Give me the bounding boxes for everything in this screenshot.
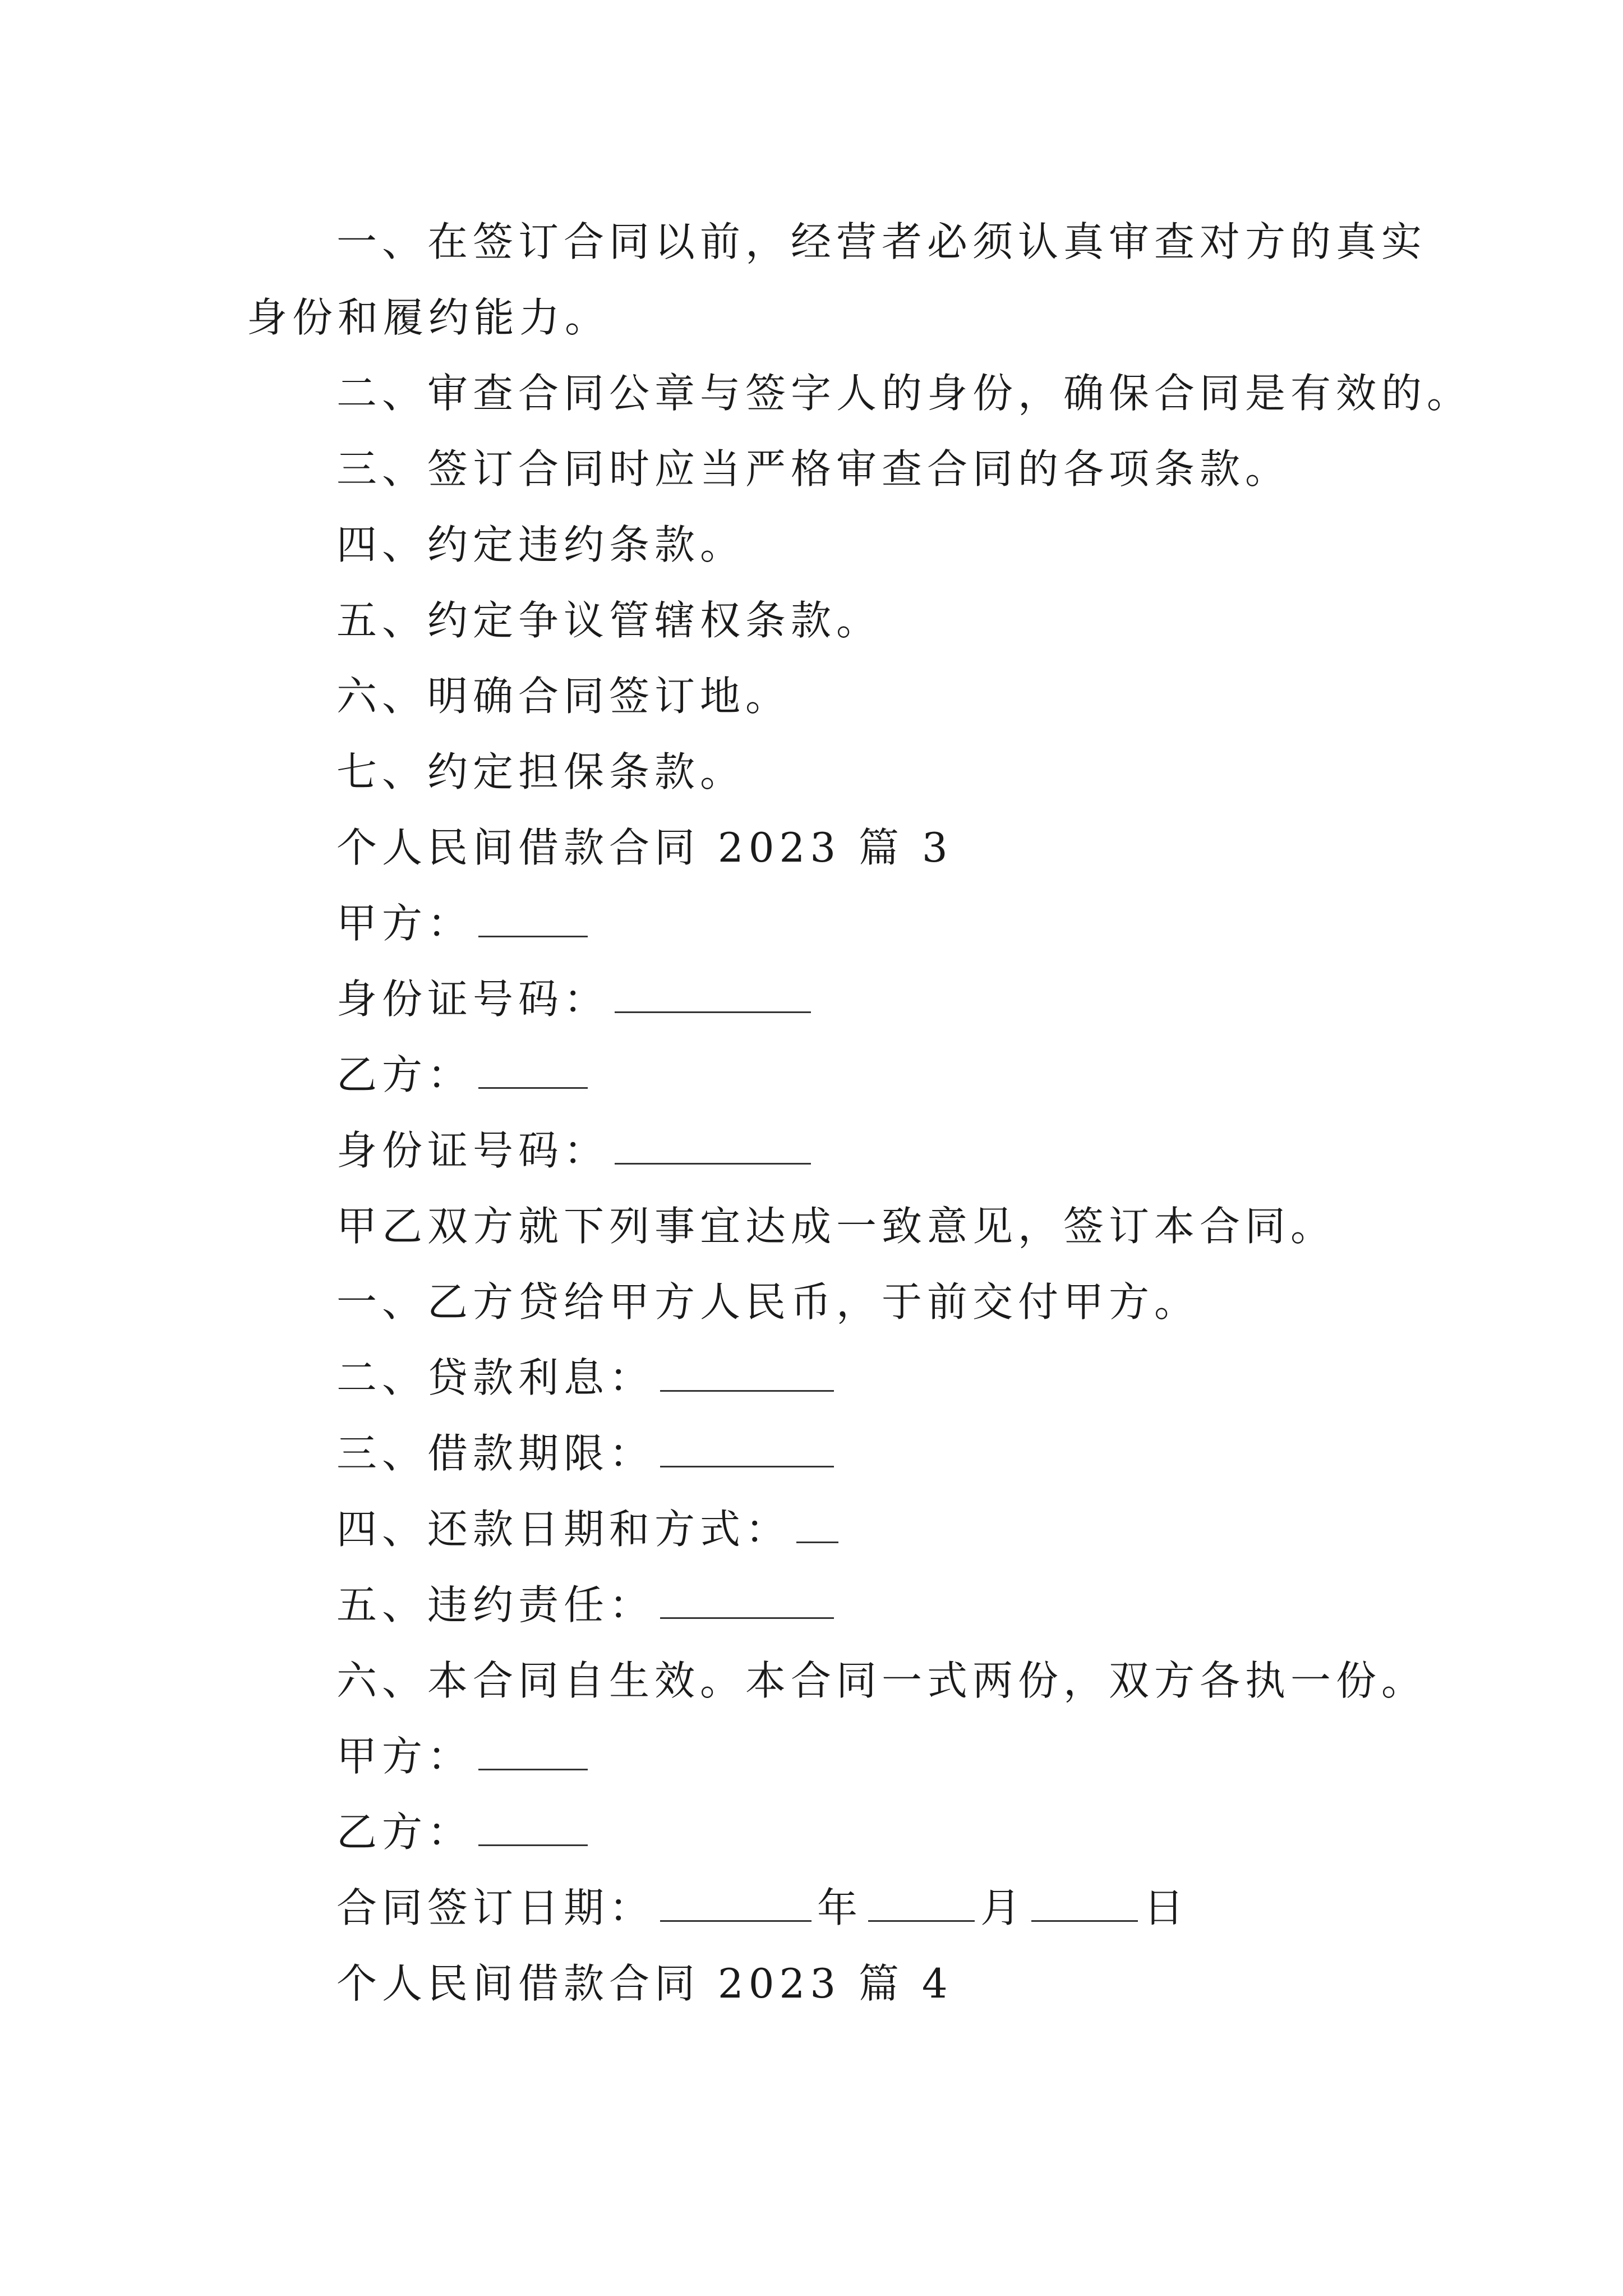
contract-clause-4-row [336, 1506, 838, 1553]
contract-clause-2-label: 二、贷款利息： [336, 1354, 655, 1401]
party-b-label: 乙方： [336, 1051, 473, 1098]
repayment-blank [796, 1542, 838, 1543]
clause-2: 二、审查合同公章与签字人的身份，确保合同是有效的。 [336, 370, 1473, 417]
contract-clause-5-label: 五、违约责任： [336, 1581, 655, 1628]
year-label: 年 [817, 1884, 863, 1931]
clause-5: 五、约定争议管辖权条款。 [336, 597, 882, 644]
clause-4: 四、约定违约条款。 [336, 521, 746, 568]
day-blank [1031, 1920, 1138, 1922]
section-title-4: 个人民间借款合同 2023 篇 4 [336, 1960, 953, 2007]
month-blank [868, 1920, 975, 1922]
id-b-label: 身份证号码： [336, 1127, 610, 1174]
year-blank [660, 1920, 811, 1922]
contract-clause-4-label: 四、还款日期和方式： [336, 1506, 791, 1553]
party-a-blank [478, 936, 588, 937]
sign-a-row [336, 1733, 588, 1780]
sign-b-label: 乙方： [336, 1809, 473, 1856]
clause-6: 六、明确合同签订地。 [336, 673, 791, 720]
sign-a-label: 甲方： [336, 1733, 473, 1780]
section-title-3: 个人民间借款合同 2023 篇 3 [336, 824, 953, 871]
agreement-statement: 甲乙双方就下列事宜达成一致意见，签订本合同。 [336, 1203, 1336, 1250]
interest-blank [660, 1390, 834, 1392]
clause-3: 三、签订合同时应当严格审查合同的各项条款。 [336, 445, 1291, 493]
signing-date-row [336, 1884, 1189, 1931]
contract-clause-5-row [336, 1581, 834, 1628]
party-b-row [336, 1051, 588, 1098]
id-b-row [336, 1127, 811, 1174]
party-a-row [336, 900, 588, 947]
contract-clause-6: 六、本合同自生效。本合同一式两份，双方各执一份。 [336, 1657, 1427, 1704]
clause-1-line-2: 身份和履约能力。 [247, 294, 611, 341]
party-a-label: 甲方： [336, 900, 473, 947]
contract-clause-1: 一、乙方贷给甲方人民币，于前交付甲方。 [336, 1278, 1200, 1326]
liability-blank [660, 1617, 834, 1619]
id-a-label: 身份证号码： [336, 976, 610, 1023]
id-a-blank [615, 1011, 811, 1013]
id-a-row [336, 976, 811, 1023]
month-label: 月 [980, 1884, 1026, 1931]
sign-b-row [336, 1809, 588, 1856]
signing-date-label: 合同签订日期： [336, 1884, 655, 1931]
clause-7: 七、约定担保条款。 [336, 748, 746, 795]
clause-1-line-1: 一、在签订合同以前，经营者必须认真审查对方的真实 [336, 218, 1427, 265]
contract-clause-3-label: 三、借款期限： [336, 1430, 655, 1477]
id-b-blank [615, 1163, 811, 1165]
day-label: 日 [1144, 1884, 1189, 1931]
sign-a-blank [478, 1769, 588, 1770]
party-b-blank [478, 1087, 588, 1089]
sign-b-blank [478, 1844, 588, 1846]
contract-clause-3-row [336, 1430, 834, 1477]
contract-clause-2-row [336, 1354, 834, 1401]
term-blank [660, 1466, 834, 1467]
